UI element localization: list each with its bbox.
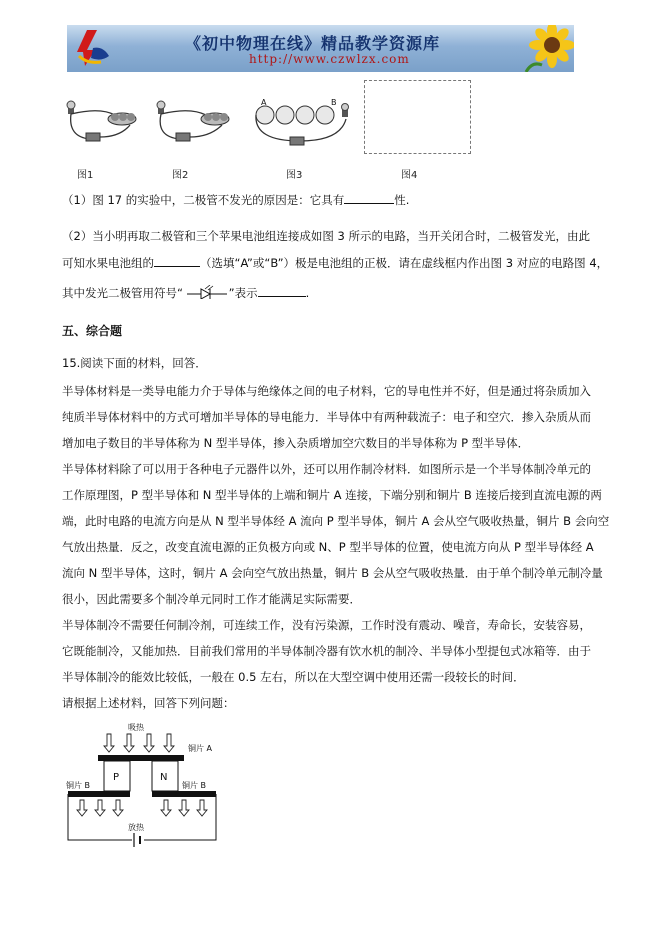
figure-2-caption: 图2 [172,170,189,181]
question-2-line-3-mid: ”表示 [228,286,258,300]
copper-b-left-label: 铜片 B [66,781,91,790]
question-2-line-3 [62,285,309,301]
answer-blank-3 [258,285,306,297]
material-line: 半导体材料除了可以用于各种电子元器件以外，还可以用作制冷材料．如图所示是一个半导体制冷单元的 [62,462,591,476]
banner-url: http://www.czwlzx.com [249,52,410,66]
figure-3-illustration [256,98,349,145]
figure-4-caption: 图4 [401,170,418,181]
section-title: 五、综合题 [62,324,123,338]
question-2-line-2-text: 可知水果电池组的 [62,256,154,270]
material-line: 增加电子数目的半导体称为 N 型半导体，掺入杂质增加空穴数目的半导体称为 P 型半导体． [62,436,530,450]
figure-3-label-b: B [331,98,337,107]
material-intro: 15.阅读下面的材料，回答． [62,356,207,370]
material-line: 纯质半导体材料中的方式可增加半导体的导电能力．半导体中有两种载流子：电子和空穴．掺入杂质从而 [62,410,591,424]
figure-1-caption: 图1 [77,170,94,181]
copper-plate-b-right [152,791,216,797]
absorb-heat-label: 吸热 [128,723,144,732]
answer-blank-2 [154,255,200,267]
p-type-label: P [113,772,120,783]
figure-4-dashed-box [364,80,471,154]
banner-title: 《初中物理在线》精品教学资源库 [185,34,441,53]
answer-blank-1 [344,192,394,204]
material-line: 很小，因此需要多个制冷单元同时工作才能满足实际需要． [62,592,361,606]
figure-3-caption: 图3 [286,170,303,181]
question-2-line-3-text: 其中发光二极管用符号“ [62,286,183,300]
material-line: 流向 N 型半导体，这时，铜片 A 会向空气放出热量，铜片 B 会从空气吸收热量．由于单个制冷单元制冷量 [62,566,603,580]
copper-b-right-label: 铜片 B [182,781,207,790]
figures-photos [60,97,350,157]
header-banner [67,25,574,72]
copper-plate-b-left [68,791,130,797]
site-logo-icon [73,28,113,68]
question-1 [62,192,409,208]
n-type-label: N [160,772,168,783]
material-line: 端，此时电路的电流方向是从 N 型半导体经 A 流向 P 型半导体，铜片 A 会从空气吸收热量，铜片 B 会向空 [62,514,610,528]
material-prompt: 请根据上述材料，回答下列问题： [62,696,235,710]
question-1-suffix: 性. [394,193,410,207]
copper-plate-a [98,755,184,761]
question-2-line-1: （2）当小明再取二极管和三个苹果电池组连接成如图 3 所示的电路，当开关闭合时，二极管发光，由此 [62,229,590,243]
material-line: 工作原理图，P 型半导体和 N 型半导体的上端和铜片 A 连接，下端分别和铜片 B 连接后接到直流电源的两 [62,488,602,502]
material-line: 气放出热量．反之，改变直流电源的正负极方向或 N、P 型半导体的位置，使电流方向从 P 型半导体经 A [62,540,594,554]
sunflower-icon [522,25,574,72]
question-2-line-3-end: . [305,286,310,300]
peltier-diagram [60,720,240,850]
question-2-line-2 [62,255,608,271]
release-heat-label: 放热 [128,823,144,832]
led-symbol-icon [187,285,229,299]
absorb-heat-arrows [104,734,174,752]
figure-2-illustration [157,101,229,141]
circuit-wire-right [144,794,216,840]
figure-1-illustration [67,101,136,141]
figure-3-label-a: A [261,98,267,107]
material-line: 半导体制冷的能效比较低，一般在 0.5 左右，所以在大型空调中使用还需一段较长的时间． [62,670,525,684]
material-line: 半导体材料是一类导电能力介于导体与绝缘体之间的电子材料，它的导电性并不好，但是通过将杂质加入 [62,384,591,398]
material-line: 它既能制冷，又能加热．目前我们常用的半导体制冷器有饮水机的制冷、半导体小型提包式冰箱等．由于 [62,644,591,658]
copper-a-label: 铜片 A [188,744,213,753]
question-2-line-2-rest: （选填“A”或“B”）极是电池组的正极．请在虚线框内作出图 3 对应的电路图 4， [200,256,609,270]
question-1-text: （1）图 17 的实验中，二极管不发光的原因是：它具有 [62,193,345,207]
release-heat-arrows [77,800,207,816]
material-line: 半导体制冷不需要任何制冷剂，可连续工作，没有污染源，工作时没有震动、噪音，寿命长，安装容易， [62,618,591,632]
